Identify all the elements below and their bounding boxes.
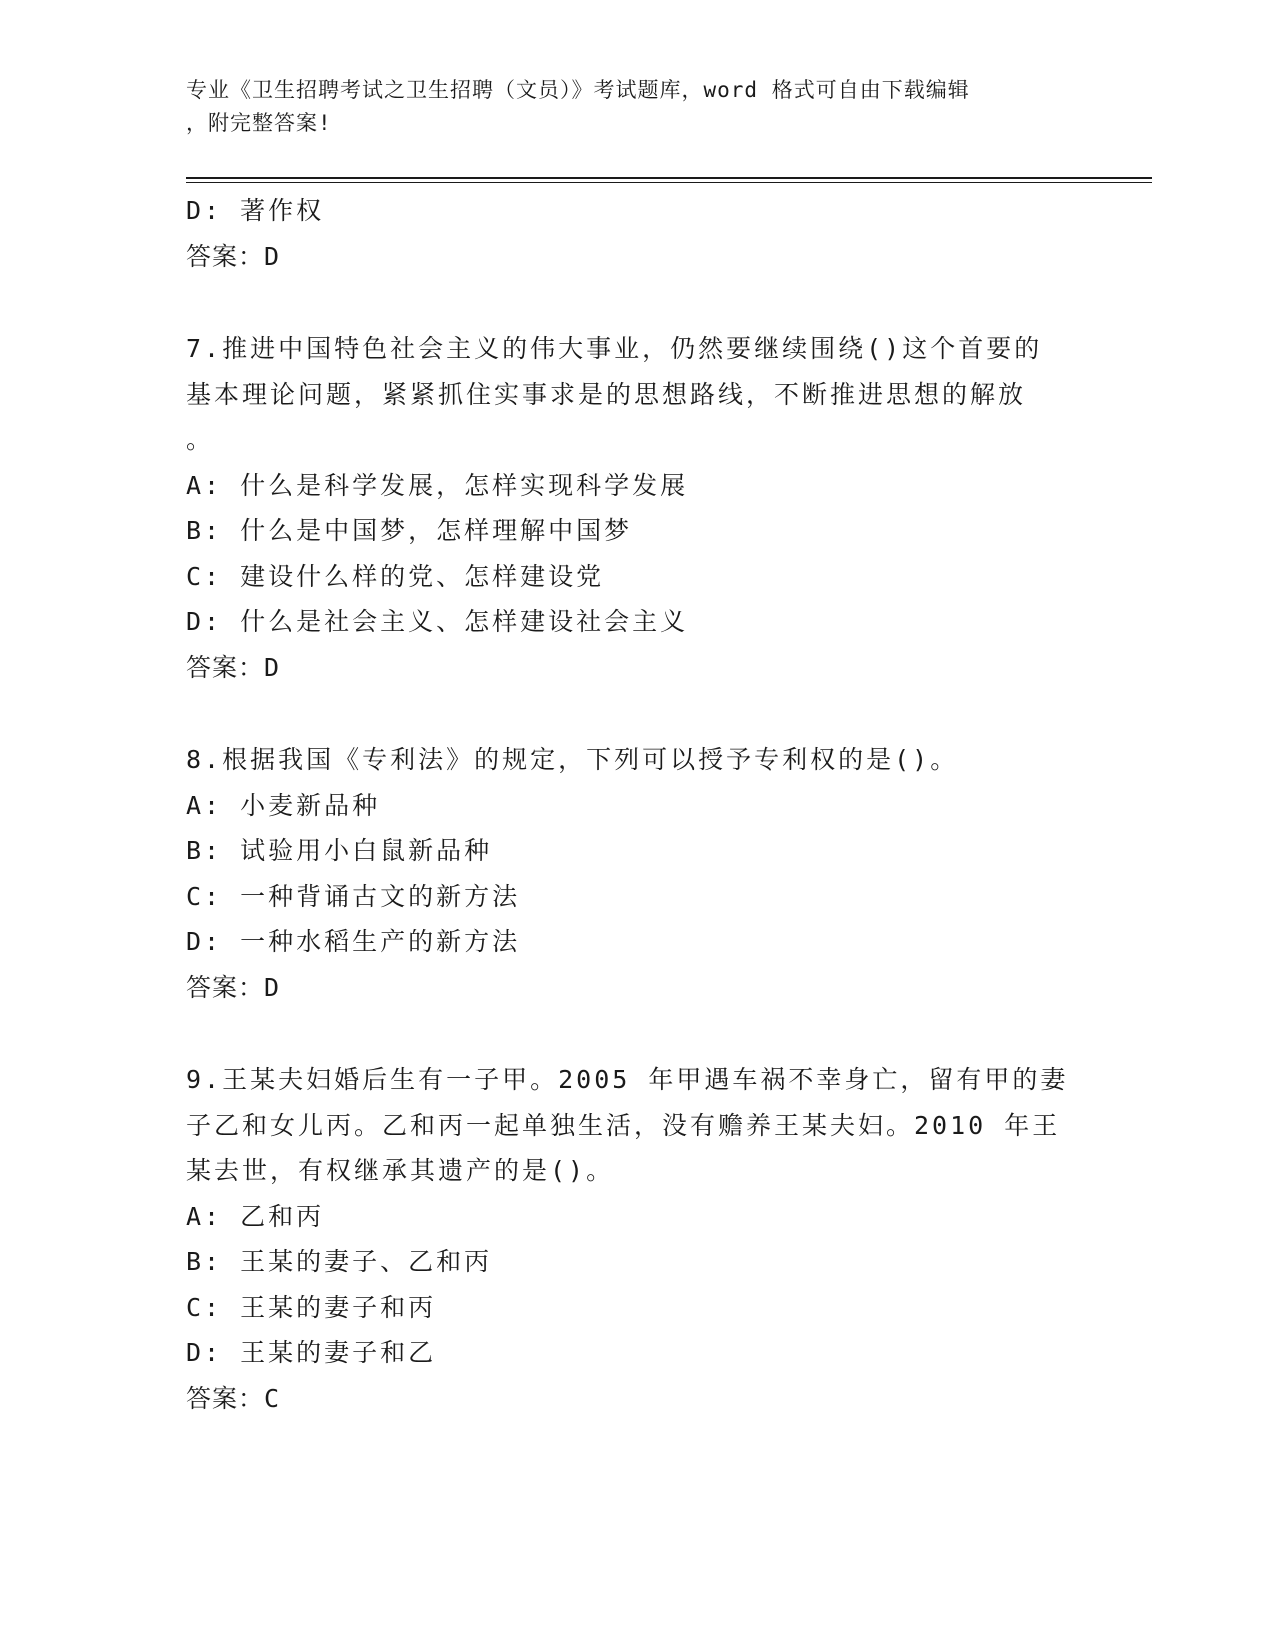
option-b: B: 试验用小白鼠新品种 [186,836,493,865]
header-line-1: 专业《卫生招聘考试之卫生招聘（文员）》考试题库，word 格式可自由下载编辑 [186,78,970,102]
question-stem-line: 某去世，有权继承其遗产的是()。 [186,1156,615,1185]
option-d: D: 什么是社会主义、怎样建设社会主义 [186,607,689,636]
answer-line: 答案：C [186,1383,281,1413]
previous-question-tail [186,188,1086,279]
question-stem-line: 。 [186,425,215,454]
question-stem-line: 7.推进中国特色社会主义的伟大事业，仍然要继续围绕()这个首要的 [186,334,1043,363]
question-content [186,188,1086,1421]
option-a: A: 小麦新品种 [186,790,381,820]
option-a: A: 乙和丙 [186,1201,325,1231]
option-d: D: 一种水稻生产的新方法 [186,927,521,956]
question-stem-line: 8.根据我国《专利法》的规定，下列可以授予专利权的是()。 [186,745,959,774]
answer-line: 答案：D [186,972,281,1002]
option-d: D: 著作权 [186,196,325,225]
option-c: C: 王某的妻子和丙 [186,1292,437,1322]
answer-line: 答案：D [186,241,281,271]
option-b: B: 王某的妻子、乙和丙 [186,1247,493,1276]
spacer [186,690,1086,737]
header-divider-thin [186,182,1152,183]
question-stem-line: 基本理论问题，紧紧抓住实事求是的思想路线，不断推进思想的解放 [186,379,1027,409]
question-stem-line: 子乙和女儿丙。乙和丙一起单独生活，没有赡养王某夫妇。2010 年王 [186,1110,1061,1140]
question-stem-line: 9.王某夫妇婚后生有一子甲。2005 年甲遇车祸不幸身亡，留有甲的妻 [186,1065,1069,1094]
header-line-2: ，附完整答案! [186,111,332,135]
spacer [186,279,1086,326]
option-c: C: 一种背诵古文的新方法 [186,881,521,911]
question-8 [186,737,1086,1010]
spacer [186,1010,1086,1057]
option-b: B: 什么是中国梦，怎样理解中国梦 [186,516,633,545]
option-a: A: 什么是科学发展，怎样实现科学发展 [186,470,689,500]
question-7 [186,326,1086,690]
question-9 [186,1057,1086,1421]
page-header [186,74,1066,140]
answer-line: 答案：D [186,652,281,682]
header-divider-thick [186,177,1152,179]
option-c: C: 建设什么样的党、怎样建设党 [186,561,605,591]
option-d: D: 王某的妻子和乙 [186,1338,437,1367]
